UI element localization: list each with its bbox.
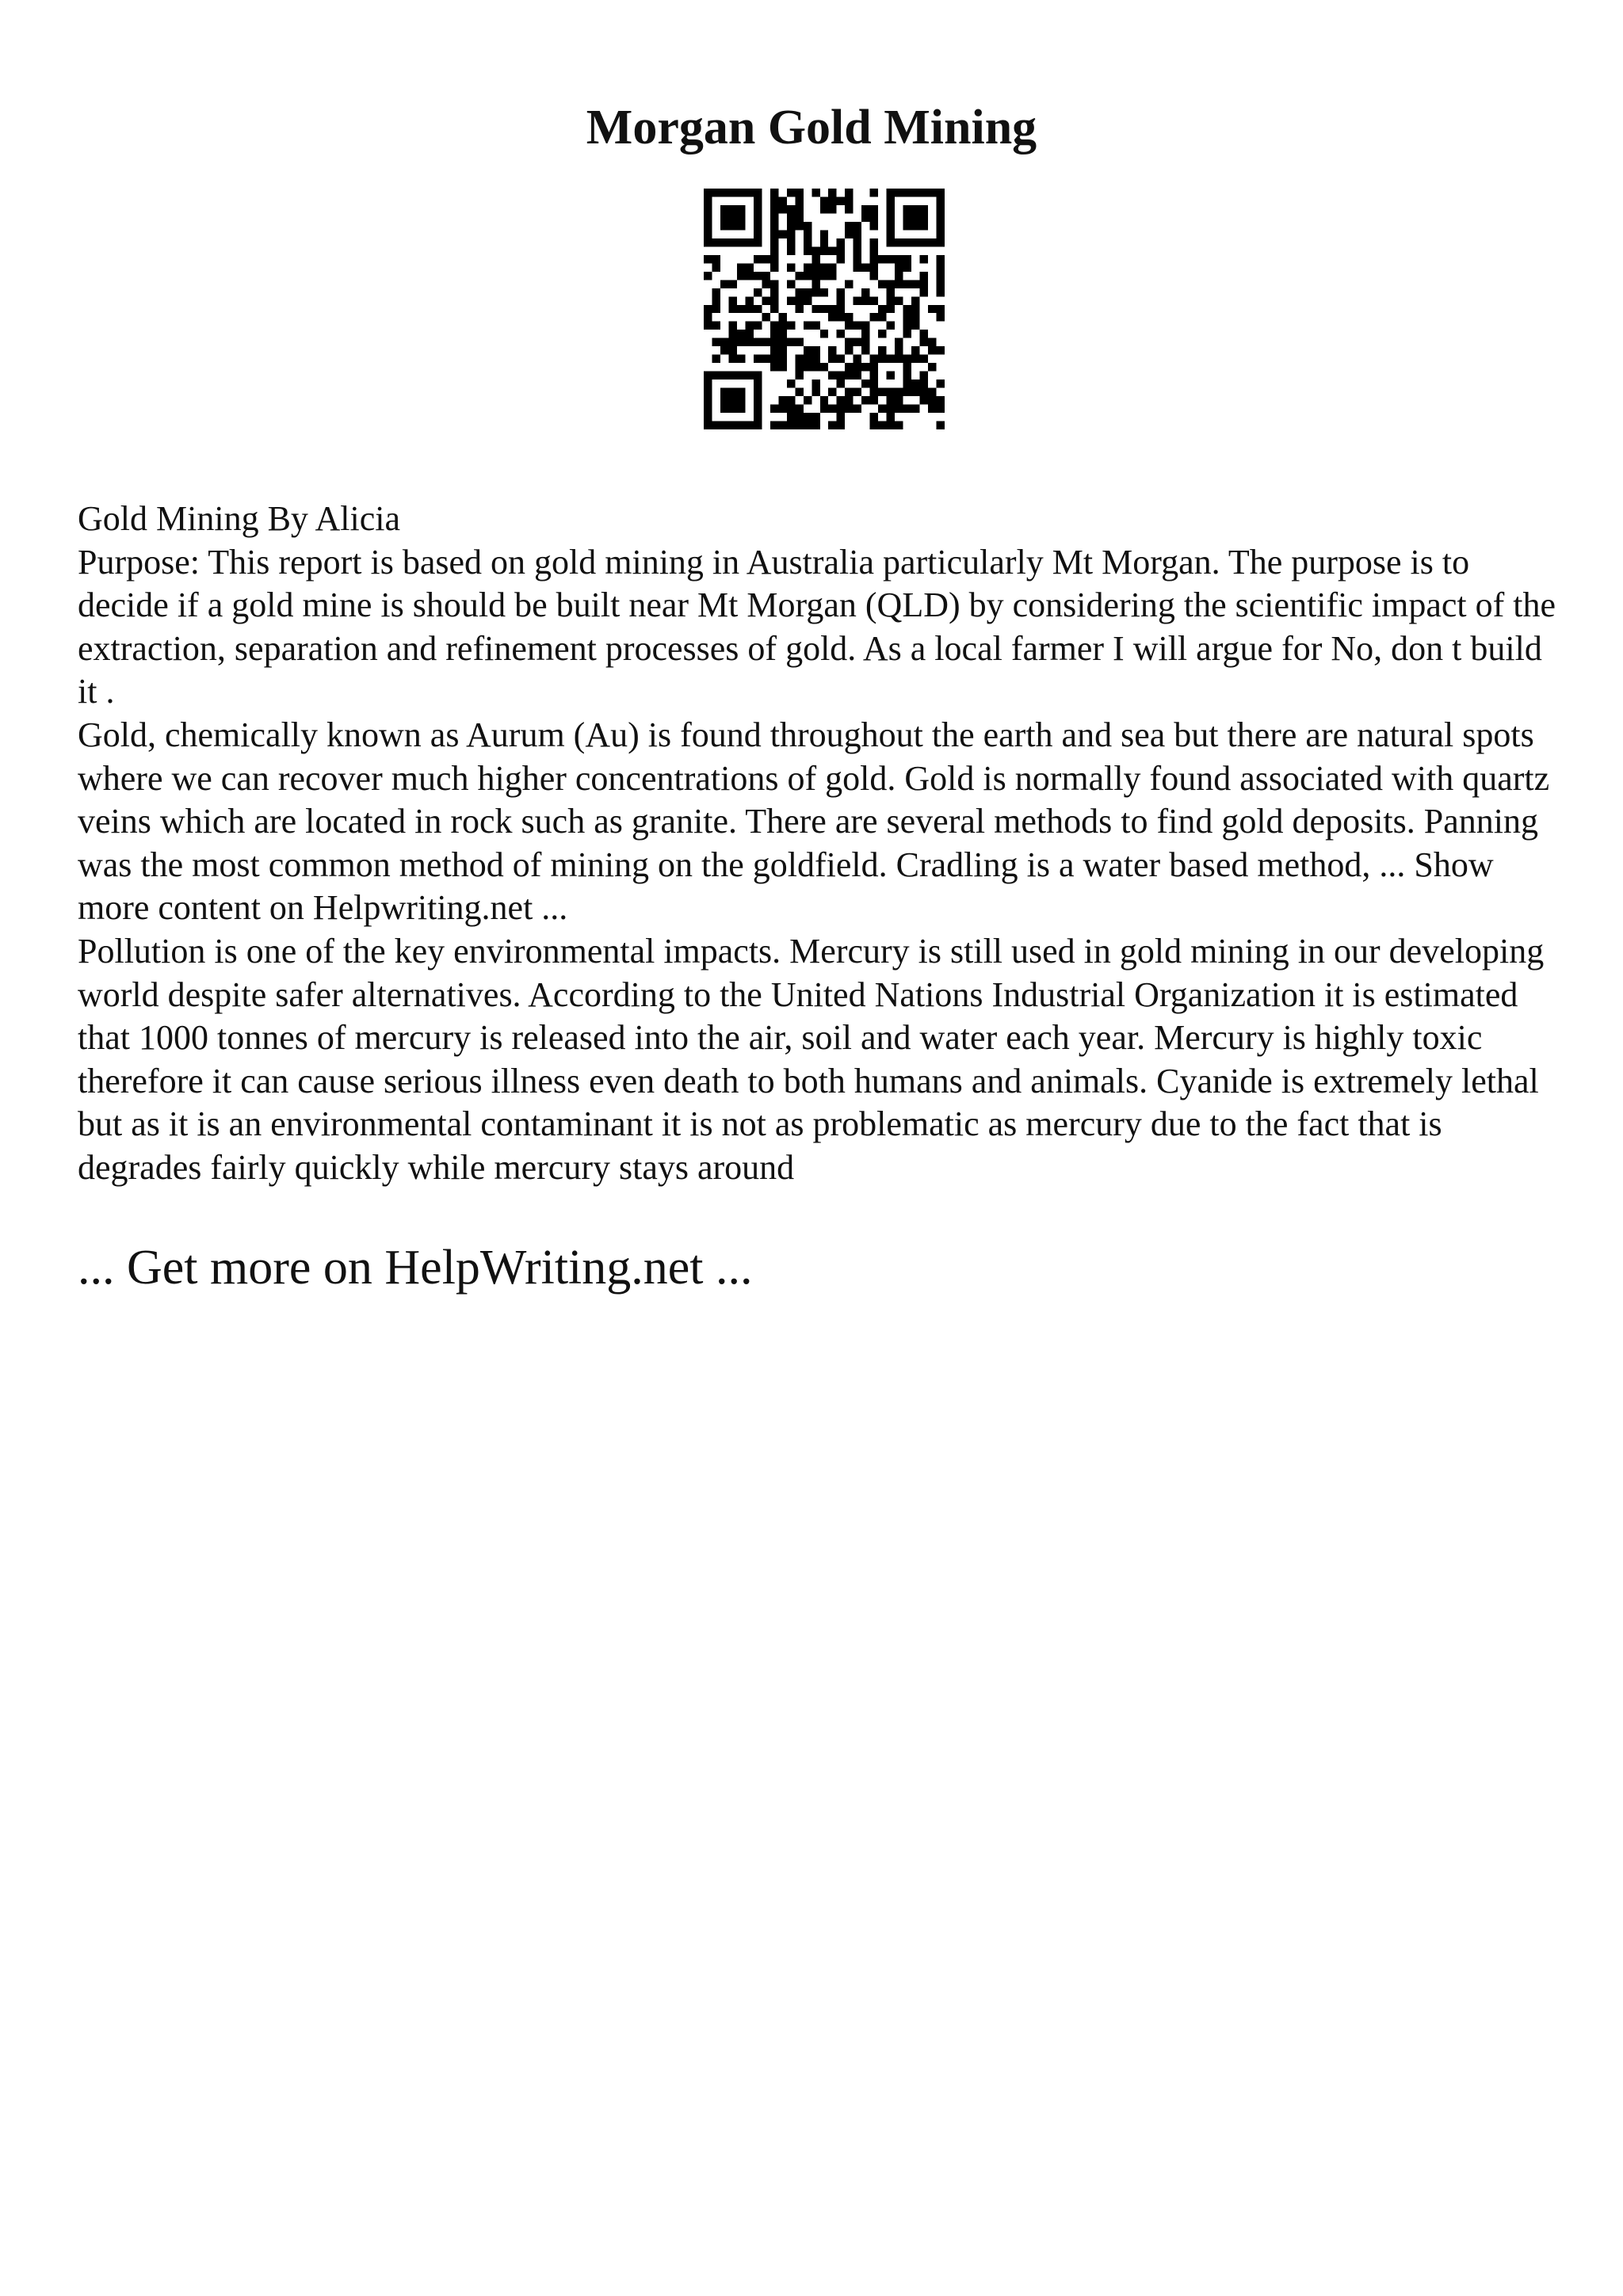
document-body bbox=[78, 498, 1560, 1190]
page-title: Morgan Gold Mining bbox=[586, 101, 1037, 154]
paragraph-heading: Gold Mining By Alicia bbox=[78, 499, 400, 538]
paragraph-pollution: Pollution is one of the key environmental impacts. Mercury is still used in gold mining in our developing world despite safer alternatives. According to the United Nations Industrial Organization it is estimated that 1000 tonnes of mercury is released into the air, soil and water each year. Mercury is highly toxic therefore it can cause serious illness even death to both humans and animals. Cyanide is extremely lethal but as it is an environmental contaminant it is not as problematic as mercury due to the fact that is degrades fairly quickly while mercury stays around bbox=[78, 931, 1545, 1187]
footer-link[interactable]: ... Get more on HelpWriting.net ... bbox=[78, 1241, 753, 1295]
qr-code-icon bbox=[704, 189, 945, 429]
paragraph-gold: Gold, chemically known as Aurum (Au) is found throughout the earth and sea but there are natural spots where we can recover much higher concentrations of gold. Gold is normally found associated with quartz veins which are located in rock such as granite. There are several methods to find gold deposits. Panning was the most common method of mining on the goldfield. Cradling is a water based method, ... Show more content on Helpwriting.net ... bbox=[78, 715, 1550, 928]
qr-code-link[interactable] bbox=[704, 189, 945, 429]
paragraph-purpose: Purpose: This report is based on gold mining in Australia particularly Mt Morgan. The purpose is to decide if a gold mine is should be built near Mt Morgan (QLD) by considering the scientific impact of the extraction, separation and refinement processes of gold. As a local farmer I will argue for No, don t build it . bbox=[78, 542, 1556, 711]
